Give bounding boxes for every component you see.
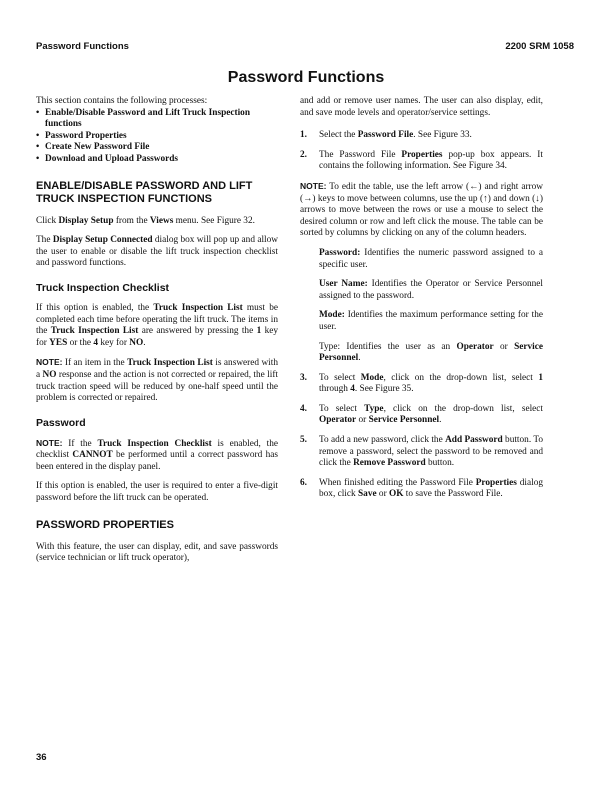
definition-password: Password: Identifies the numeric password assigned to a specific user. xyxy=(319,247,543,270)
definition-type: Type: Identifies the user as an Operator or Service Personnel. xyxy=(319,341,543,364)
section-heading-checklist: Truck Inspection Checklist xyxy=(36,281,170,294)
process-item: • Password Properties xyxy=(36,131,278,143)
table-edit-note: NOTE: To edit the table, use the left arrow (←) and right arrow (→) keys to move between columns, use the up (↑) and down (↓) arrows to move between the rows or use a mouse to select the desired column or row and left click the mouse. The table can be sorted by columns by clicking on any of the column headers. xyxy=(300,180,543,239)
process-item: • Create New Password File xyxy=(36,142,278,154)
password-paragraph: If this option is enabled, the user is required to enter a five-digit password before the lift truck can be operated. xyxy=(36,481,278,504)
definition-mode: Mode: Identifies the maximum performance setting for the user. xyxy=(319,310,543,332)
step-item: 6. When finished editing the Password File Properties dialog box, click Save or OK to save the Password File. xyxy=(300,477,543,500)
section-heading-password: Password xyxy=(36,416,86,429)
process-list xyxy=(36,108,278,166)
step-item: 1. Select the Password File. See Figure 33. xyxy=(300,130,472,141)
section-heading-enable-disable: ENABLE/DISABLE PASSWORD AND LIFT TRUCK INSPECTION FUNCTIONS xyxy=(36,179,253,205)
password-note: NOTE: If the Truck Inspection Checklist is enabled, the checklist CANNOT be performed until a correct password has been entered in the display panel. xyxy=(36,437,279,472)
step-item: 4. To select Type, click on the drop-down list, select Operator or Service Personnel. xyxy=(300,403,543,426)
page-number: 36 xyxy=(36,752,47,763)
right-column xyxy=(300,96,543,509)
running-header-title: Password Functions xyxy=(36,41,129,52)
page-title: Password Functions xyxy=(227,69,385,86)
steps-list-a xyxy=(300,130,543,173)
section-heading-password-properties: PASSWORD PROPERTIES xyxy=(36,518,174,531)
checklist-paragraph: If this option is enabled, the Truck Inspection List must be completed each time before operating the lift truck. The items in the Truck Inspection List are answered by pressing the 1 key for YES or the 4 key for NO. xyxy=(36,302,278,348)
left-column xyxy=(36,96,278,573)
step-item: 5. To add a new password, click the Add Password button. To remove a password, select the password to be removed and click the Remove Password button. xyxy=(300,435,544,469)
running-header-doc-number: 2200 SRM 1058 xyxy=(505,41,574,52)
process-item: • Download and Upload Passwords xyxy=(36,154,278,166)
steps-list-b xyxy=(300,373,543,501)
step-item: 3. To select Mode, click on the drop-down list, select 1 through 4. See Figure 35. xyxy=(300,372,543,395)
checklist-note: NOTE: If an item in the Truck Inspection List is answered with a NO response and the action is not corrected or repaired, the lift truck traction speed will be reduced by one-half speed until the problem is corrected or repaired. xyxy=(36,357,279,404)
enable-paragraph-1: Click Display Setup from the Views menu. See Figure 32. xyxy=(36,215,255,226)
process-item: • Enable/Disable Password and Lift Truck Inspection functions xyxy=(36,108,278,131)
continuation-paragraph: and add or remove user names. The user can also display, edit, and save mode levels and operator/service settings. xyxy=(300,96,543,118)
intro-paragraph: This section contains the following processes: xyxy=(36,96,208,106)
enable-paragraph-2: The Display Setup Connected dialog box will pop up and allow the user to enable or disable the lift truck inspection checklist and password functions. xyxy=(36,235,278,269)
properties-paragraph: With this feature, the user can display, edit, and save passwords (service technician or lift truck operator), xyxy=(36,541,278,564)
definition-user-name: User Name: Identifies the Operator or Service Personnel assigned to the password. xyxy=(319,279,543,301)
step-item: 2. The Password File Properties pop-up box appears. It contains the following information. See Figure 34. xyxy=(300,149,543,172)
